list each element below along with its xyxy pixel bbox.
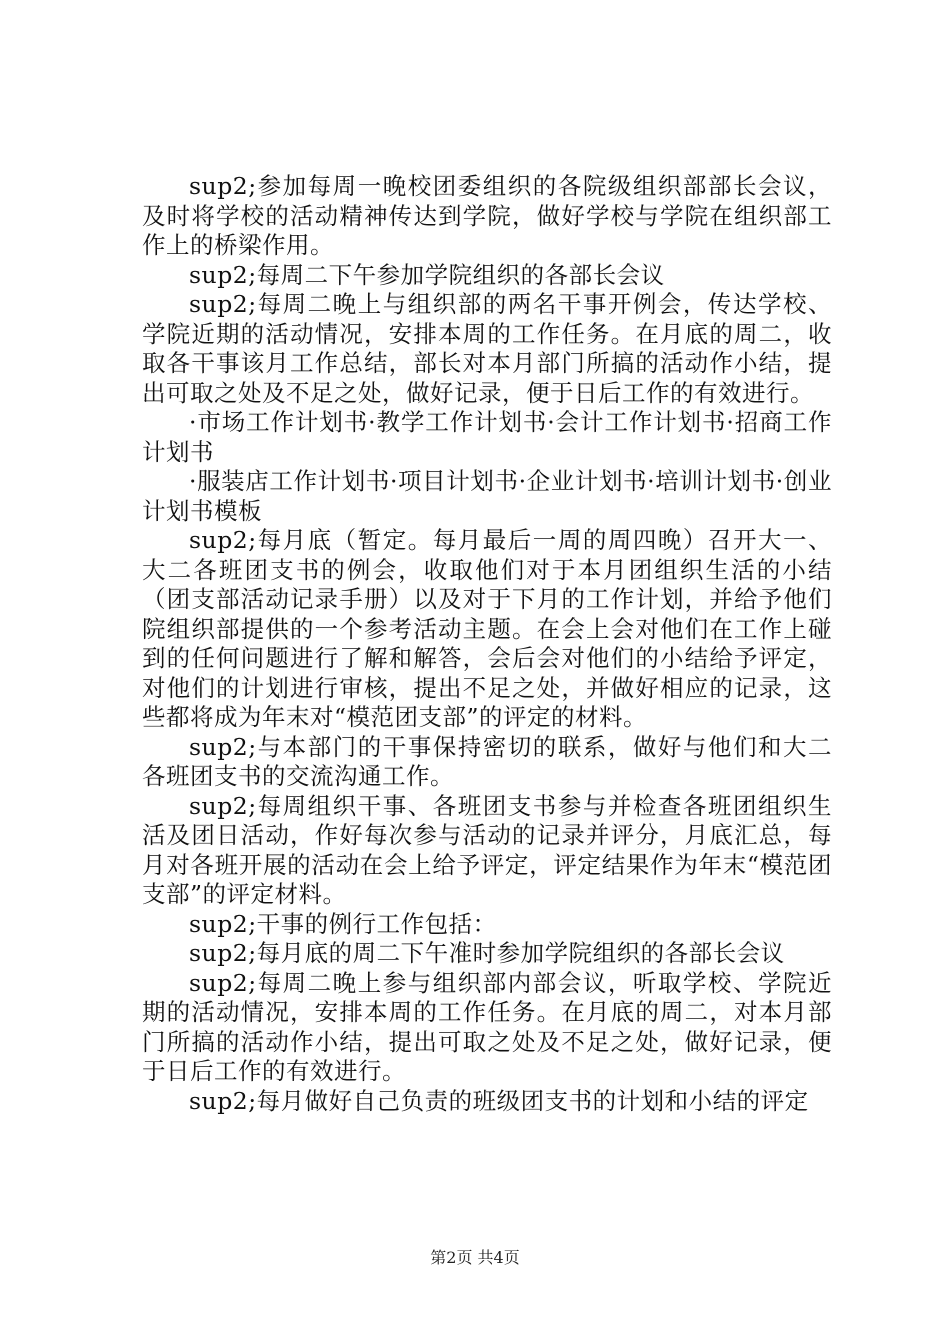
paragraph-2: sup2;每周二下午参加学院组织的各部长会议 [189,260,665,289]
paragraph-1: sup2;参加每周一晚校团委组织的各院级组织部部长会议，及时将学校的活动精神传达到学院，做好学校与学院在组织部工作上的桥梁作用。 [142,172,832,259]
paragraph-8: sup2;每月底的周二下午准时参加学院组织的各部长会议 [189,939,785,967]
related-links-2: ·服装店工作计划书·项目计划书·企业计划书·培训计划书·创业计划书模板 [142,467,832,525]
paragraph-9: sup2;每周二晚上参与组织部内部会议，听取学校、学院近期的活动情况，安排本周的工作任务。在月底的周二，对本月部门所搞的活动作小结，提出可取之处及不足之处，做好记录，便于日后工作的有效进行。 [142,968,832,1085]
paragraph-3: sup2;每周二晚上与组织部的两名干事开例会，传达学校、学院近期的活动情况，安排本周的工作任务。在月底的周二，收取各干事该月工作总结，部长对本月部门所搞的活动作小结，提出可取之处及不足之处，做好记录，便于日后工作的有效进行。 [142,290,832,407]
paragraph-5: sup2;与本部门的干事保持密切的联系，做好与他们和大二各班团支书的交流沟通工作。 [142,732,832,790]
paragraph-6: sup2;每周组织干事、各班团支书参与并检查各班团组织生活及团日活动，作好每次参与活动的记录并评分，月底汇总，每月对各班开展的活动在会上给予评定，评定结果作为年末“模范团支部”的评定材料。 [142,791,832,908]
page-footer [0,1248,950,1268]
paragraph-7: sup2;干事的例行工作包括： [189,909,497,938]
paragraph-10: sup2;每月做好自己负责的班级团支书的计划和小结的评定 [189,1086,809,1115]
page-number-label: 第2页 共4页 [430,1248,520,1267]
paragraph-4: sup2;每月底（暂定。每月最后一周的周四晚）召开大一、大二各班团支书的例会，收取他们对于本月团组织生活的小结（团支部活动记录手册）以及对于下月的工作计划，并给予他们院组织部提供的一个参考活动主题。在会上会对他们在工作上碰到的任何问题进行了解和解答，会后会对他们的小结给予评定，对他们的计划进行审核，提出不足之处，并做好相应的记录，这些都将成为年末对“模范团支部”的评定的材料。 [142,526,832,731]
related-links-1: ·市场工作计划书·教学工作计划书·会计工作计划书·招商工作计划书 [142,408,832,466]
document-body [142,172,832,1116]
